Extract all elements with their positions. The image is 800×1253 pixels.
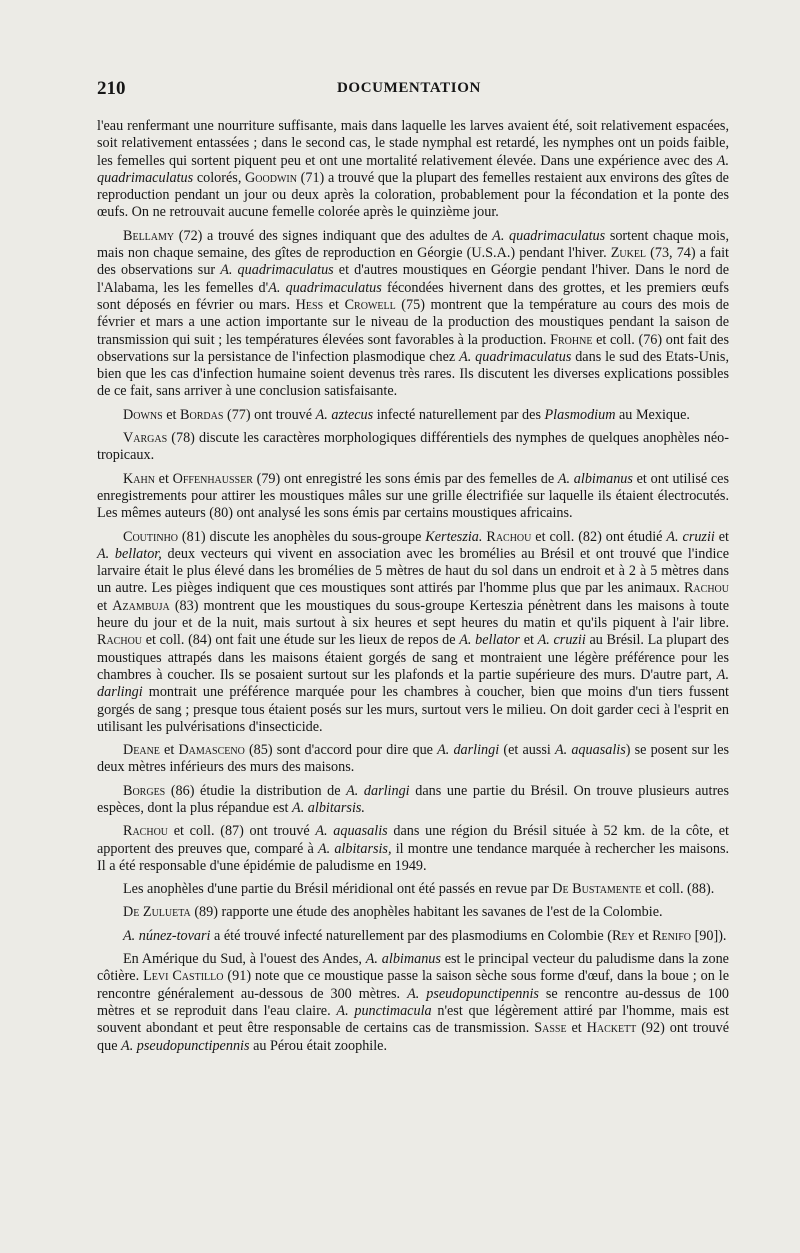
italic-term: A. aquasalis <box>315 823 388 840</box>
text-run: Les anophèles d'une partie du Brésil méridional ont été passés en revue par <box>123 881 553 898</box>
text-run: fécondées hivernent dans des grottes, et les premiers œufs sont déposés en février ou mars. <box>97 279 730 313</box>
author-name: Rachou <box>683 580 729 597</box>
paragraph <box>97 430 729 465</box>
author-name: Rey <box>611 927 635 944</box>
italic-term: A. aztecus <box>315 406 374 423</box>
paragraph <box>97 228 729 401</box>
italic-term: A. albitarsis, <box>317 840 392 857</box>
text-run: sortent chaque mois, mais non chaque semaine, des gîtes de reproduction en Géorgie (U.S.A.) pendant l'hiver. <box>97 227 730 262</box>
text-run: et <box>634 927 653 944</box>
text-run: (85) sont d'accord pour dire que <box>244 742 438 759</box>
author-name: Kahn <box>123 470 155 487</box>
author-name: Borges <box>123 782 166 799</box>
text-run: (78) discute les caractères morphologiques différentiels des nymphes de quelques anophèles néo-tropicaux. <box>97 430 729 464</box>
text-run: (79) ont enregistré les sons émis par des femelles de <box>252 470 558 487</box>
paragraph <box>97 118 729 222</box>
italic-term: A. cruzii <box>537 632 586 649</box>
text-run: et <box>154 470 173 487</box>
author-name: De Zulueta <box>123 904 191 921</box>
italic-term: A. núnez-tovari <box>123 927 211 944</box>
text-run: l'eau renfermant une nourriture suffisante, mais dans laquelle les larves avaient été, soit relativement espacées, soit relativement entassées ; dans le second cas, le stade nymphal est retardé, les nymphes ont un poids faible, les femelles qui sortent piquent peu et ont une mortalité relativement élevée. Dans une expérience avec des <box>97 118 729 169</box>
italic-term: A. cruzii <box>666 528 715 545</box>
author-name: Hess <box>295 296 324 313</box>
author-name: Bordas <box>180 406 224 423</box>
paragraph <box>97 823 729 875</box>
author-name: Downs <box>123 406 163 423</box>
italic-term: A. quadrimaculatus <box>459 348 572 365</box>
text-run: (73, 74) a fait des observations sur <box>97 245 729 279</box>
author-name: Coutinho <box>123 528 179 545</box>
text-run: et d'autres moustiques en Géorgie pendant l'hiver. Dans le nord de l'Alabama, les les femelles d' <box>97 262 730 296</box>
author-name: Sasse <box>534 1020 567 1037</box>
text-run: au Pérou était zoophile. <box>249 1037 388 1054</box>
italic-term: A. bellator <box>459 632 521 649</box>
author-name: Vargas <box>123 430 168 447</box>
text-run: au Brésil. La plupart des moustiques attrapés dans les maisons étaient gorgés de sang et montraient une légère préférence pour les chambres à coucher. Ils se posaient surtout sur les plafonds et la partie supérieure des murs. D'autre part, <box>97 632 730 683</box>
running-title: DOCUMENTATION <box>337 80 481 96</box>
text-run: au Mexique. <box>615 406 690 423</box>
paragraph <box>97 742 729 777</box>
author-name: Damasceno <box>178 742 245 759</box>
author-name: Rachou <box>97 632 143 649</box>
italic-term: Plasmodium <box>544 406 616 423</box>
text-run: et coll. (76) ont fait des observations sur la persistance de l'infection plasmodique chez <box>97 331 729 365</box>
text-run: (71) a trouvé que la plupart des femelles restaient aux environs des gîtes de reproduction pendant un jour ou deux après la coloration, probablement pour la fécondation et la ponte des œufs. On ne retrouvait aucune femelle colorée après le quinzième jour. <box>97 169 729 221</box>
text-run: (et aussi <box>499 742 555 759</box>
italic-term: A. quadrimaculatus <box>97 152 729 186</box>
page-header <box>97 78 729 100</box>
text-run: et coll. (84) ont fait une étude sur les lieux de repos de <box>142 632 460 649</box>
text-run: et coll. (82) ont étudié <box>531 528 667 545</box>
text-run: il montre une tendance marquée à rechercher les maisons. Il a été responsable d'une épidémie de paludisme en 1949. <box>97 840 730 874</box>
author-name: Azambuja <box>112 597 170 614</box>
italic-term: A. pseudopunctipennis <box>121 1037 250 1054</box>
author-name: Bellamy <box>123 227 175 244</box>
paragraph <box>97 407 729 424</box>
body-text <box>97 118 729 1061</box>
italic-term: A. darlingi <box>346 782 410 799</box>
text-run: colorés, <box>193 169 246 186</box>
italic-term: A. punctimacula <box>336 1002 432 1019</box>
text-run: (75) montrent que la température au cours des mois de février et mars a une action importante sur le niveau de la production des moustiques pendant la saison de transmission qui suit ; les températures élevées sont favorables à la production. <box>97 296 730 348</box>
text-run: et ont utilisé ces enregistrements pour attirer les moustiques mâles sur une grille électrifiée sur laquelle ils étaient électrocutés. Les mêmes auteurs (80) ont analysé les sons émis par certains moustiques africains. <box>97 470 729 522</box>
text-run: a été trouvé infecté naturellement par des plasmodiums en Colombie ( <box>210 927 612 944</box>
text-run: (72) a trouvé des signes indiquant que des adultes de <box>174 227 493 244</box>
text-run: et <box>520 632 538 649</box>
author-name: Frohne <box>550 331 593 348</box>
text-run: (81) discute les anophèles du sous-groupe <box>178 528 426 545</box>
text-run: montrait une préférence marquée pour les chambres à coucher, bien que moins d'un tiers fussent gorgés de sang ; presque tous étaient posés sur les murs, surtout vers le milieu. On doit garder ceci à l'esprit en utilisant les pulvérisations d'insecticide. <box>97 684 729 735</box>
paragraph <box>97 783 729 818</box>
author-name: Levi Castillo <box>143 968 224 985</box>
text-run: (89) rapporte une étude des anophèles habitant les savanes de l'est de la Colombie. <box>190 904 663 921</box>
text-run: et <box>97 597 113 614</box>
text-run: (77) ont trouvé <box>223 406 316 423</box>
text-run: et <box>162 406 181 423</box>
text-run: et coll. (87) ont trouvé <box>168 823 316 840</box>
text-run: (92) ont trouvé que <box>97 1020 730 1054</box>
text-run: En Amérique du Sud, à l'ouest des Andes, <box>123 951 366 968</box>
text-run: se rencontre au-dessus de 100 mètres et se reproduit dans l'eau claire. <box>97 985 729 1019</box>
author-name: Renifo <box>652 927 692 944</box>
italic-term: A. albitarsis. <box>292 799 365 816</box>
text-run: n'est que légèrement attiré par l'homme, mais est souvent abondant et peut être responsable de certains cas de transmission. <box>97 1002 729 1037</box>
italic-term: A. pseudopunctipennis <box>407 985 539 1002</box>
author-name: Offenhausser <box>172 470 253 487</box>
paragraph <box>97 471 729 523</box>
italic-term: A. albimanus <box>365 951 441 968</box>
text-run: et <box>566 1020 587 1037</box>
text-run: (83) montrent que les moustiques du sous-groupe Kerteszia pénètrent dans les maisons à toute heure du jour et de la nuit, mais surtout à six heures et sept heures du matin et qu'ils piquent à l'air libre. <box>97 597 729 632</box>
text-run: ) se posent sur les deux mètres inférieurs des murs des maisons. <box>97 742 730 776</box>
author-name: Rachou <box>123 823 169 840</box>
italic-term: A. bellator, <box>97 545 162 562</box>
text-run: deux vecteurs qui vivent en association avec les bromélies au Brésil et ont trouvé que l'indice larvaire était le plus élevé dans les bromélies de 5 mètres de haut du sol dans un endroit et à 2 à 5 mètres dans un autre. Les pièges indiquent que ces moustiques sont attirés par l'homme plus que par les animaux. <box>97 545 729 597</box>
author-name: Hackett <box>586 1020 637 1037</box>
text-run: et coll. (88). <box>641 881 715 898</box>
author-name: Goodwin <box>245 169 297 186</box>
text-run: est le principal vecteur du paludisme dans la zone côtière. <box>97 951 729 985</box>
paragraph <box>97 881 729 898</box>
text-run: et <box>714 528 729 545</box>
author-name: De Bustamente <box>552 881 642 898</box>
paragraph <box>97 904 729 921</box>
text-run: dans une région du Brésil située à 52 km. de la côte, et apportent des preuves que, comparé à <box>97 823 729 857</box>
italic-term: A. quadrimaculatus <box>220 262 334 279</box>
italic-term: A. quadrimaculatus <box>268 279 382 296</box>
paragraph <box>97 529 729 737</box>
author-name: Rachou <box>486 528 532 545</box>
text-run: dans une partie du Brésil. On trouve plusieurs autres espèces, dont la plus répandue est <box>97 782 729 816</box>
text-run: et <box>159 742 179 759</box>
text-run: infecté naturellement par des <box>373 406 545 423</box>
author-name: Deane <box>123 742 160 759</box>
author-name: Crowell <box>344 296 396 313</box>
text-run: et <box>323 296 345 313</box>
italic-term: Kerteszia. <box>425 528 483 545</box>
text-run: dans le sud des Etats-Unis, bien que les cas d'infection humaine soient devenus très rares. Ils discutent les diverses explications possibles de ce fait, sans arriver à une conclusion satisfaisante. <box>97 348 730 400</box>
page-number: 210 <box>97 78 126 99</box>
text-run: (91) note que ce moustique passe la saison sèche sous forme d'œuf, dans la boue ; on le rencontre généralement au-dessous de 300 mètres. <box>97 968 730 1002</box>
text-run: (86) étudie la distribution de <box>165 782 347 799</box>
italic-term: A. darlingi <box>97 666 729 701</box>
text-run: [90]). <box>691 927 727 944</box>
italic-term: A. darlingi <box>437 742 500 759</box>
italic-term: A. quadrimaculatus <box>492 227 606 244</box>
italic-term: A. aquasalis <box>554 742 626 759</box>
paragraph <box>97 951 729 1055</box>
paragraph <box>97 928 729 945</box>
author-name: Zukel <box>610 245 647 262</box>
italic-term: A. albimanus <box>557 470 633 487</box>
